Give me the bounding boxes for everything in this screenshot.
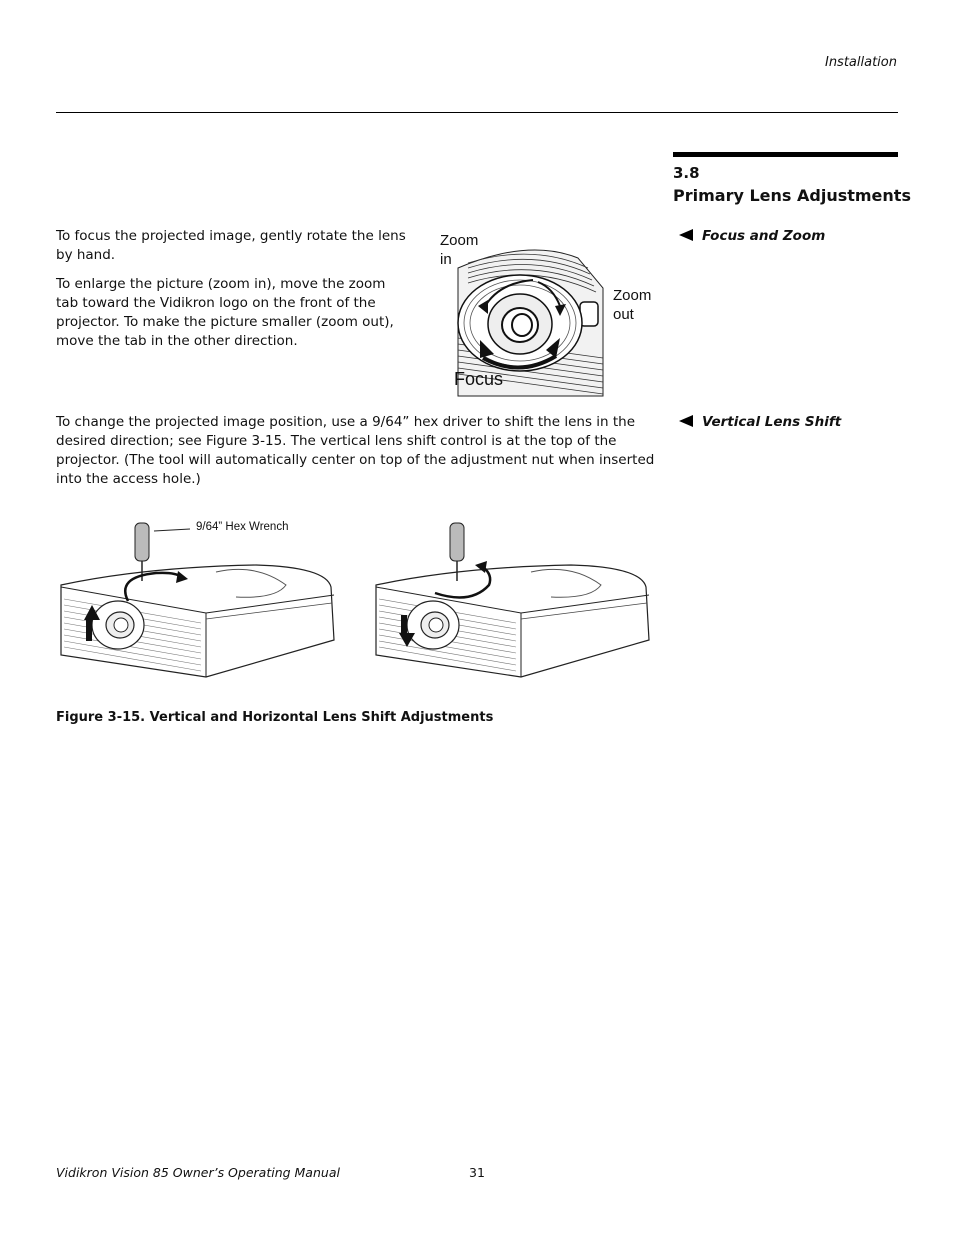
zoom-out-label: Zoom out <box>613 287 652 323</box>
projector-down-drawing <box>376 523 649 677</box>
running-header: Installation <box>824 55 897 70</box>
figure-caption: Figure 3-15. Vertical and Horizontal Lens Shift Adjustments <box>56 710 494 725</box>
focus-label: Focus <box>454 369 504 389</box>
lens-shift-illustration <box>56 515 656 685</box>
lens-shift-paragraph: To change the projected image position, use a 9/64” hex driver to shift the lens in the desired direction; see Figure 3-15. The vertical lens shift control is at the top of the projector. (The tool will automatically center on top of the adjustment nut when inserted into the access hole.) <box>56 414 655 487</box>
lens-shift-heading <box>679 414 841 430</box>
zoom-in-label: Zoom in <box>440 232 479 268</box>
header-rule <box>56 112 898 113</box>
section-bar <box>673 152 898 157</box>
zoom-paragraph: To enlarge the picture (zoom in), move the zoom tab toward the Vidikron logo on the front of the projector. To make the picture smaller (zoom out), move the tab in the other direction. <box>56 276 394 349</box>
section-title: Primary Lens Adjustments <box>673 186 911 205</box>
footer-manual-title: Vidikron Vision 85 Owner’s Operating Manual <box>56 1165 340 1180</box>
arrow-left-icon <box>679 229 693 241</box>
focus-zoom-heading <box>679 228 825 244</box>
arrow-left-icon <box>679 415 693 427</box>
projector-up-drawing <box>61 523 334 677</box>
footer-page-number: 31 <box>469 1165 485 1180</box>
lens-shift-heading-label: Vertical Lens Shift <box>702 414 842 430</box>
focus-zoom-heading-label: Focus and Zoom <box>702 228 826 244</box>
hex-wrench-label: 9/64” Hex Wrench <box>196 521 289 533</box>
section-number: 3.8 <box>673 164 700 182</box>
focus-paragraph: To focus the projected image, gently rotate the lens by hand. <box>56 228 406 263</box>
